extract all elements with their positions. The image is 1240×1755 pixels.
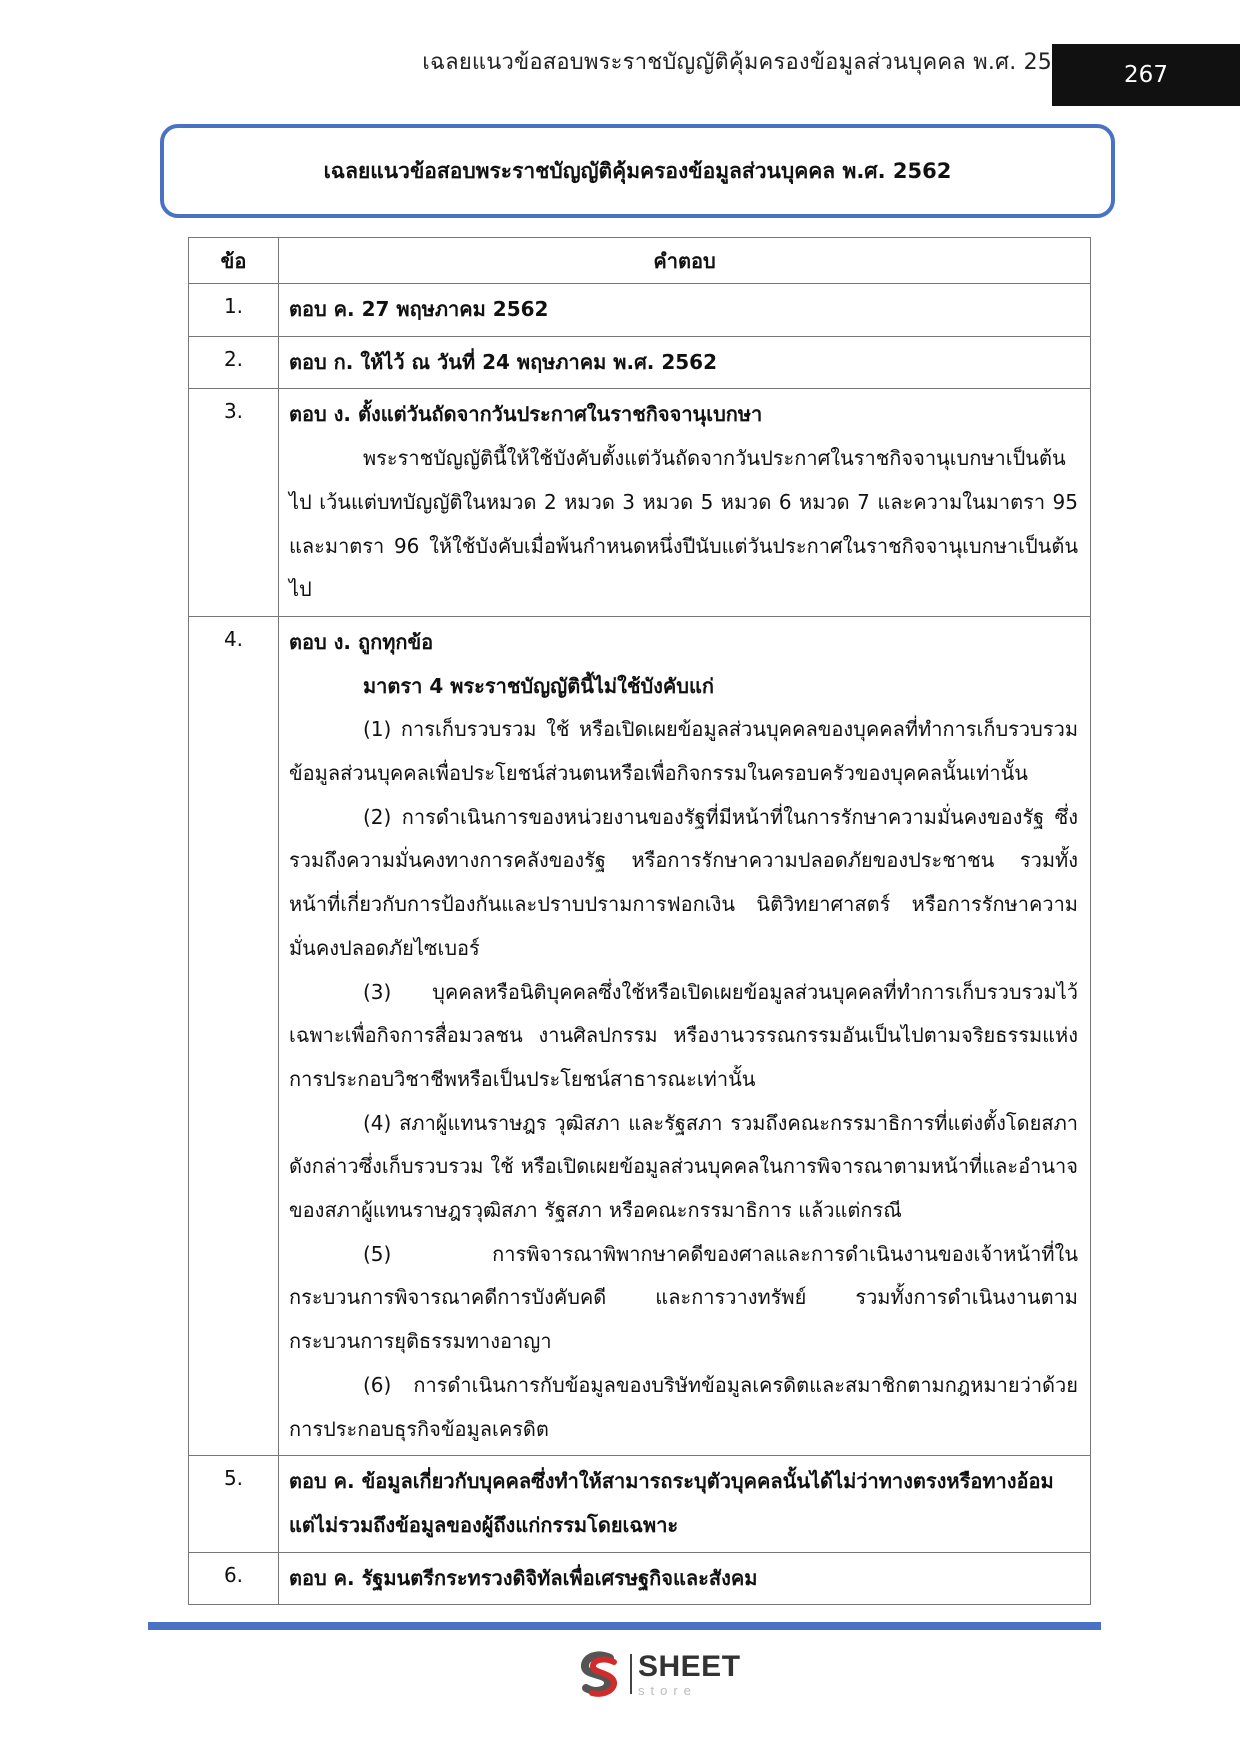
answer-lead: ตอบ ง. ถูกทุกข้อ <box>289 629 434 654</box>
row-number: 4. <box>189 616 279 1455</box>
logo-divider <box>630 1654 632 1694</box>
row-number: 5. <box>189 1456 279 1552</box>
answer-table <box>188 237 1091 1605</box>
answer-lead: ตอบ ก. ให้ไว้ ณ วันที่ 24 พฤษภาคม พ.ศ. 2562 <box>289 349 718 374</box>
table-header-row <box>189 238 1091 284</box>
row-number: 3. <box>189 389 279 617</box>
section-heading: มาตรา 4 พระราชบัญญัตินี้ไม่ใช้บังคับแก่ <box>363 673 714 698</box>
sheet-store-logo <box>574 1646 744 1702</box>
column-header-answer: คำตอบ <box>279 238 1091 284</box>
answer-cell <box>279 284 1091 337</box>
footer-divider <box>148 1622 1101 1630</box>
answer-cell <box>279 389 1091 617</box>
answer-paragraph: พระราชบัญญัตินี้ให้ใช้บังคับตั้งแต่วันถัดจากวันประกาศในราชกิจจานุเบกษาเป็นต้นไป เว้นแต่บทบัญญัติในหมวด 2 หมวด 3 หมวด 5 หมวด 6 หมวด 7 และความในมาตรา 95 และมาตรา 96 ให้ใช้บังคับเมื่อพ้นกำหนดหนึ่งปีนับแต่วันประกาศในราชกิจจานุเบกษาเป็นต้นไป <box>289 446 1078 602</box>
logo-word: SHEET <box>638 1649 741 1683</box>
answer-paragraph: (2) การดำเนินการของหน่วยงานของรัฐที่มีหน้าที่ในการรักษาความมั่นคงของรัฐ ซึ่งรวมถึงความมั่นคงทางการคลังของรัฐ หรือการรักษาความปลอดภัยของประชาชน รวมทั้งหน้าที่เกี่ยวกับการป้องกันและปราบปรามการฟอกเงิน นิติวิทยาศาสตร์ หรือการรักษาความมั่นคงปลอดภัยไซเบอร์ <box>289 804 1078 960</box>
table-row <box>189 389 1091 617</box>
logo-subtext: store <box>638 1682 697 1698</box>
answer-lead: ตอบ ค. 27 พฤษภาคม 2562 <box>289 297 549 321</box>
document-title: เฉลยแนวข้อสอบพระราชบัญญัติคุ้มครองข้อมูลส่วนบุคคล พ.ศ. 2562 <box>323 158 952 183</box>
answer-cell <box>279 616 1091 1455</box>
column-header-no: ข้อ <box>189 238 279 284</box>
logo-text <box>638 1649 741 1698</box>
answer-cell <box>279 336 1091 389</box>
running-header-title: เฉลยแนวข้อสอบพระราชบัญญัติคุ้มครองข้อมูลส่วนบุคคล พ.ศ. 25 <box>422 50 1052 75</box>
table-row <box>189 1456 1091 1552</box>
row-number: 6. <box>189 1552 279 1605</box>
answer-paragraph: (1) การเก็บรวบรวม ใช้ หรือเปิดเผยข้อมูลส่วนบุคคลของบุคคลที่ทำการเก็บรวบรวมข้อมูลส่วนบุคคลเพื่อประโยชน์ส่วนตนหรือเพื่อกิจกรรมในครอบครัวของบุคคลนั้นเท่านั้น <box>289 717 1078 786</box>
table-row <box>189 336 1091 389</box>
sheet-s-logo-icon <box>574 1649 624 1699</box>
answer-lead: ตอบ ค. รัฐมนตรีกระทรวงดิจิทัลเพื่อเศรษฐกิจและสังคม <box>289 1565 758 1590</box>
answer-paragraph: (3) บุคคลหรือนิติบุคคลซึ่งใช้หรือเปิดเผยข้อมูลส่วนบุคคลที่ทำการเก็บรวบรวมไว้เฉพาะเพื่อกิจการสื่อมวลชน งานศิลปกรรม หรืองานวรรณกรรมอันเป็นไปตามจริยธรรมแห่งการประกอบวิชาชีพหรือเป็นประโยชน์สาธารณะเท่านั้น <box>289 979 1078 1091</box>
answer-cell <box>279 1456 1091 1552</box>
answer-paragraph: (6) การดำเนินการกับข้อมูลของบริษัทข้อมูลเครดิตและสมาชิกตามกฎหมายว่าด้วยการประกอบธุรกิจข้อมูลเครดิต <box>289 1372 1078 1441</box>
answer-lead: ตอบ ค. ข้อมูลเกี่ยวกับบุคคลซึ่งทำให้สามารถระบุตัวบุคคลนั้นได้ไม่ว่าทางตรงหรือทางอ้อม แต่ไม่รวมถึงข้อมูลของผู้ถึงแก่กรรมโดยเฉพาะ <box>289 1469 1054 1537</box>
answer-paragraph: (5) การพิจารณาพิพากษาคดีของศาลและการดำเนินงานของเจ้าหน้าที่ในกระบวนการพิจารณาคดีการบังคับคดี และการวางทรัพย์ รวมทั้งการดำเนินงานตามกระบวนการยุติธรรมทางอาญา <box>289 1241 1078 1354</box>
title-box <box>160 124 1115 218</box>
answer-paragraph: (4) สภาผู้แทนราษฎร วุฒิสภา และรัฐสภา รวมถึงคณะกรรมาธิการที่แต่งตั้งโดยสภาดังกล่าวซึ่งเก็บรวบรวม ใช้ หรือเปิดเผยข้อมูลส่วนบุคคลในการพิจารณาตามหน้าที่และอำนาจของสภาผู้แทนราษฎรวุฒิสภา รัฐสภา หรือคณะกรรมาธิการ แล้วแต่กรณี <box>289 1110 1078 1223</box>
table-row <box>189 616 1091 1455</box>
row-number: 2. <box>189 336 279 389</box>
page-number: 267 <box>1052 44 1240 106</box>
answer-lead: ตอบ ง. ตั้งแต่วันถัดจากวันประกาศในราชกิจจานุเบกษา <box>289 402 763 427</box>
answer-cell <box>279 1552 1091 1605</box>
table-row <box>189 284 1091 337</box>
table-row <box>189 1552 1091 1605</box>
row-number: 1. <box>189 284 279 337</box>
